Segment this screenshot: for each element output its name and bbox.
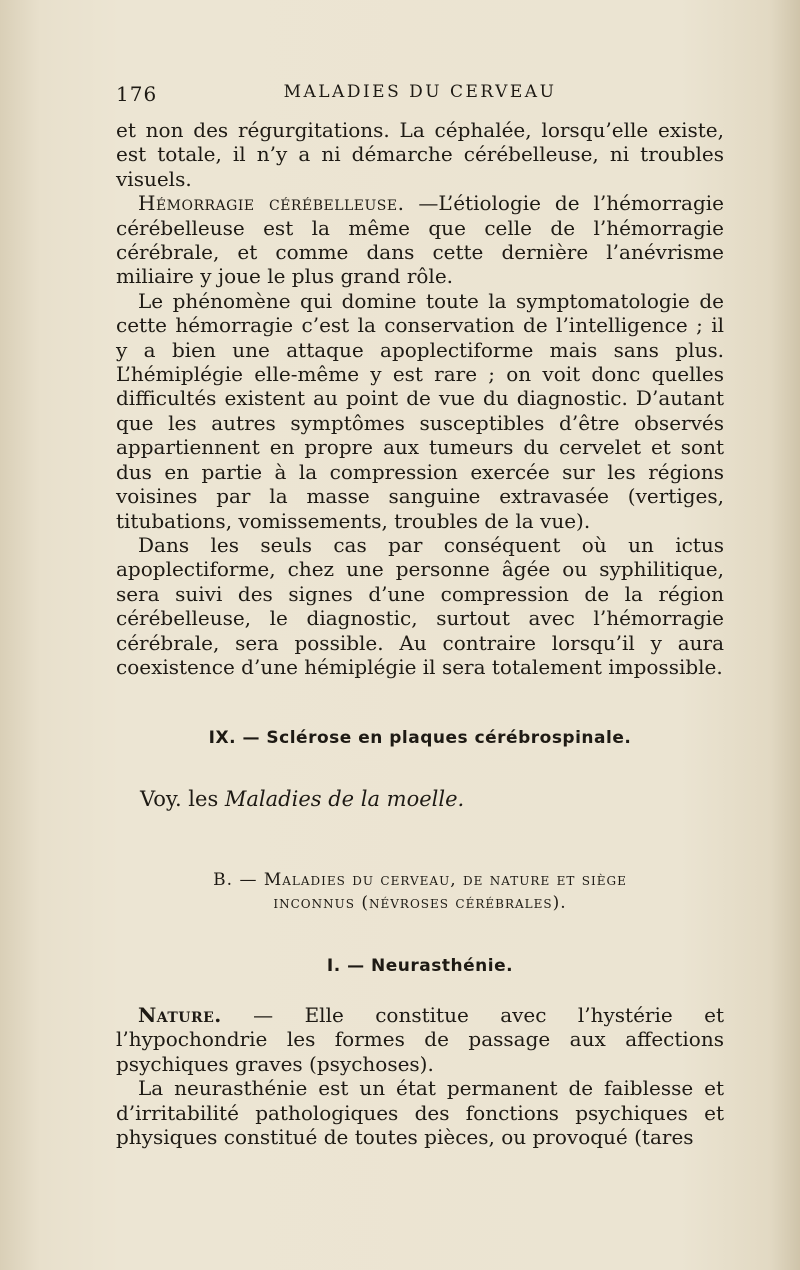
running-title: MALADIES DU CERVEAU	[283, 82, 557, 102]
part-heading-line: inconnus (névroses cérébrales).	[273, 893, 567, 913]
paragraph	[116, 1003, 724, 1076]
paragraph: La neurasthénie est un état permanent de faiblesse et d’irritabilité pathologiques des fonctions psychiques et physiques constitué de toutes pièces, ou provoqué (tares	[116, 1076, 724, 1150]
paragraph: Dans les seuls cas par conséquent où un ictus apoplectiforme, chez une personne âgée ou syphilitique, sera suivi des signes d’une compression de la région cérébelleuse, le diagnostic, surtout avec l’hémorragie cérébrale, sera possible. Au contraire lorsqu’il y aura coexistence d’une hémiplégie il sera totalement impossible.	[116, 532, 724, 679]
page-header	[116, 82, 724, 112]
section-heading: IX. — Sclérose en plaques cérébrospinale.	[208, 728, 632, 748]
paragraph: et non des régurgitations. La céphalée, lorsqu’elle existe, est totale, il n’y a ni démarche cérébelleuse, ni troubles visuels.	[116, 118, 724, 191]
body-text-block	[116, 1003, 724, 1149]
cross-reference	[140, 787, 464, 811]
page-number: 176	[116, 82, 158, 106]
paragraph-text: —L’étiologie de l’hémorragie cérébelleuse est la même que celle de l’hémorragie cérébrale, et comme dans cette dernière l’anévrisme miliaire y joue le plus grand rôle.	[116, 191, 724, 289]
paragraph	[116, 191, 724, 289]
body-text-block	[116, 118, 724, 679]
paragraph-text: — Elle constitue avec l’hystérie et l’hypochondrie les formes de passage aux affections psychiques graves (psychoses).	[116, 1003, 724, 1076]
cross-reference-title: Maladies de la moelle.	[224, 787, 465, 811]
cross-reference-prefix: Voy. les	[140, 787, 225, 811]
section-heading: I. — Neurasthénie.	[326, 956, 514, 976]
paragraph: Le phénomène qui domine toute la symptomatologie de cette hémorragie c’est la conservation de l’intelligence ; il y a bien une attaque apoplectiforme mais sans plus. L’hémiplégie elle-même y est rare ; on voit donc quelles difficultés existent au point de vue du diagnostic. D’autant que les autres symptômes susceptibles d’être observés appartiennent en propre aux tumeurs du cervelet et sont dus en partie à la compression exercée sur les régions voisines par la masse sanguine extravasée (vertiges, titubations, vomissements, troubles de la vue).	[116, 288, 724, 533]
paragraph-lead: Nature.	[138, 1003, 222, 1027]
paragraph-lead: Hémorragie cérébelleuse.	[138, 191, 405, 216]
part-heading-line: B. — Maladies du cerveau, de nature et siège	[213, 870, 627, 890]
